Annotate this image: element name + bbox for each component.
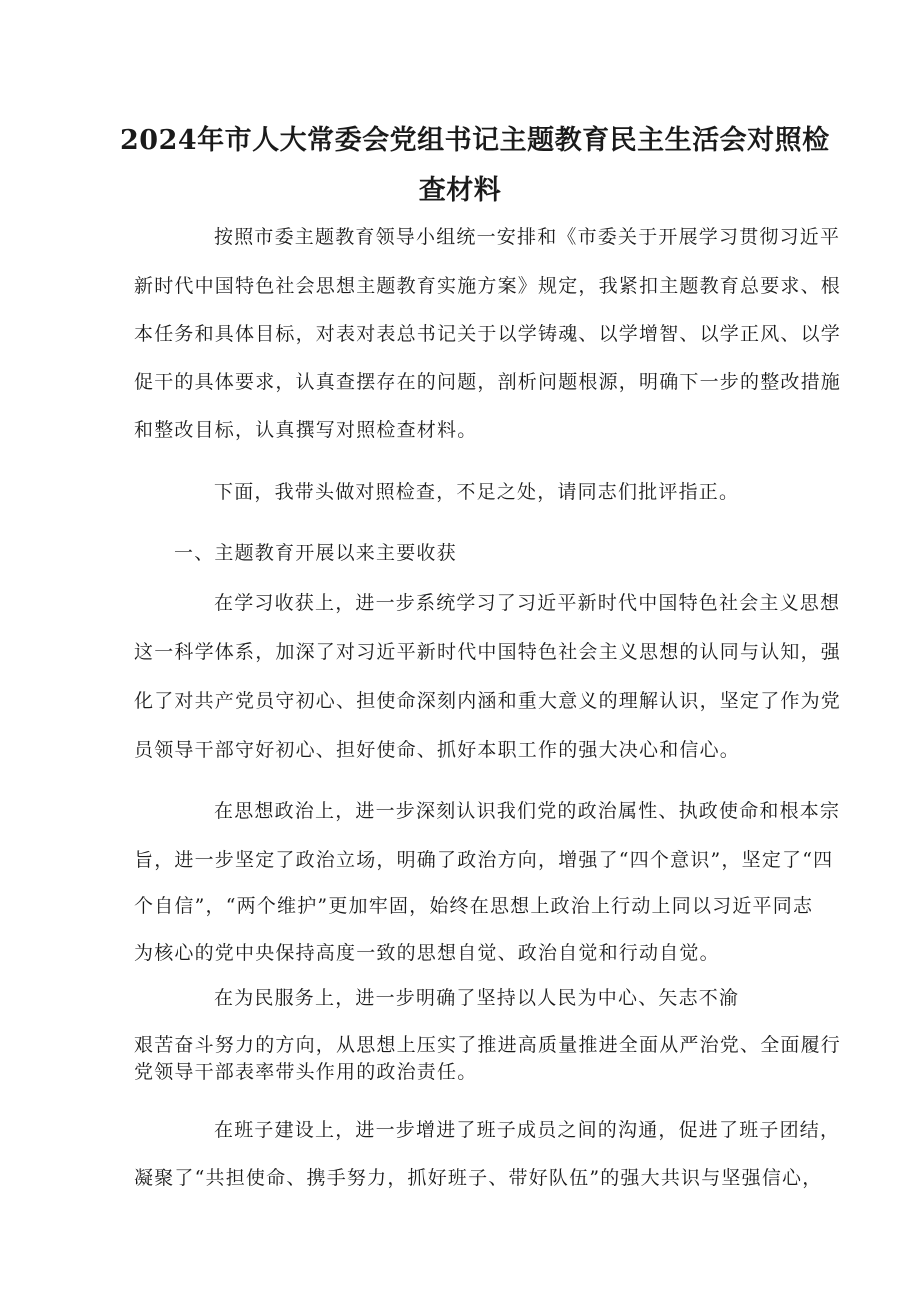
paragraph-3-line-4: 员领导干部守好初心、担好使命、抓好本职工作的强大决心和信心。 [134, 739, 741, 761]
paragraph-5-line-3: 党领导干部表率带头作用的政治责任。 [134, 1061, 478, 1083]
document-title-line-2: 查材料 [418, 175, 502, 206]
paragraph-6-line-2: 凝聚了“共担使命、携手努力，抓好班子、带好队伍”的强大共识与坚强信心， [134, 1167, 823, 1189]
paragraph-5-line-2: 艰苦奋斗努力的方向，从思想上压实了推进高质量推进全面从严治党、全面履行 [134, 1034, 842, 1056]
paragraph-4-line-3: 个自信”，“两个维护”更加牢固，始终在思想上政治上行动上同以习近平同志 [134, 895, 814, 917]
paragraph-3-line-3: 化了对共产党员守初心、担使命深刻内涵和重大意义的理解认识，坚定了作为党 [134, 690, 842, 712]
paragraph-1-line-2: 新时代中国特色社会思想主题教育实施方案》规定，我紧扣主题教育总要求、根 [134, 275, 842, 297]
paragraph-4-line-4: 为核心的党中央保持高度一致的思想自觉、政治自觉和行动自觉。 [134, 942, 720, 964]
paragraph-3-line-1: 在学习收获上，进一步系统学习了习近平新时代中国特色社会主义思想 [214, 592, 841, 614]
paragraph-1-line-1: 按照市委主题教育领导小组统一安排和《市委关于开展学习贯彻习近平 [214, 226, 841, 248]
paragraph-5-line-1: 在为民服务上，进一步明确了坚持以人民为中心、矢志不渝 [214, 987, 740, 1009]
paragraph-4-line-1: 在思想政治上，进一步深刻认识我们党的政治属性、执政使命和根本宗 [214, 800, 841, 822]
paragraph-1-line-3: 本任务和具体目标，对表对表总书记关于以学铸魂、以学增智、以学正风、以学 [134, 323, 842, 345]
paragraph-6-line-1: 在班子建设上，进一步增进了班子成员之间的沟通，促进了班子团结， [214, 1119, 841, 1141]
section-heading-1: 一、主题教育开展以来主要收获 [174, 542, 457, 564]
paragraph-4-line-2: 旨，进一步坚定了政治立场，明确了政治方向，增强了“四个意识”，坚定了“四 [134, 849, 834, 871]
paragraph-1-line-5: 和整改目标，认真撰写对照检查材料。 [134, 419, 478, 441]
paragraph-3-line-2: 这一科学体系，加深了对习近平新时代中国特色社会主义思想的认同与认知，强 [134, 641, 842, 663]
paragraph-2: 下面，我带头做对照检查，不足之处，请同志们批评指正。 [214, 481, 740, 503]
paragraph-1-line-4: 促干的具体要求，认真查摆存在的问题，剖析问题根源，明确下一步的整改措施 [134, 371, 842, 393]
document-title-line-1: 2024年市人大常委会党组书记主题教育民主生活会对照检 [120, 125, 830, 156]
